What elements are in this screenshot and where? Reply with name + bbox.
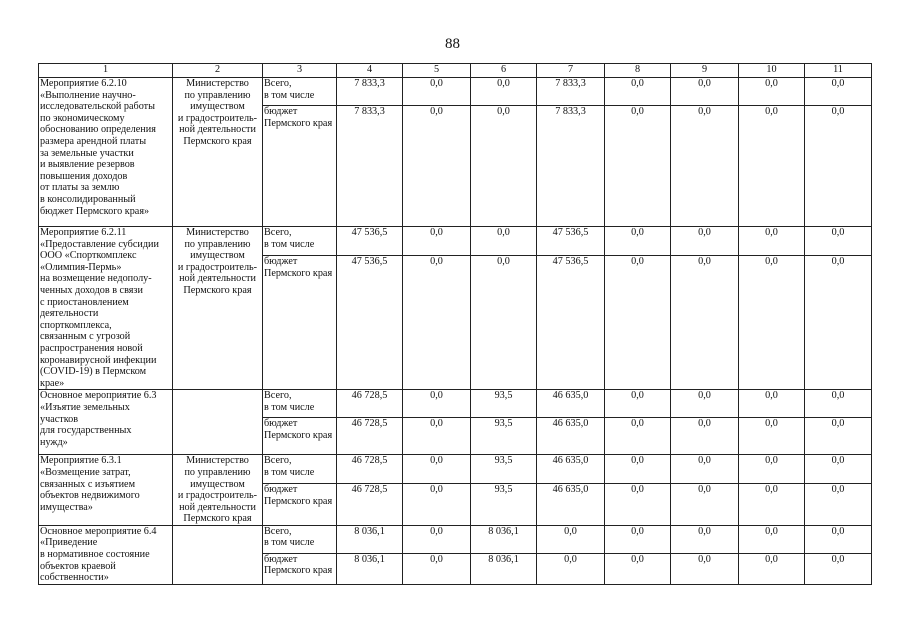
amount-cell: 0,0 — [471, 256, 537, 390]
column-header: 3 — [263, 64, 337, 78]
amount-cell: 47 536,5 — [337, 256, 403, 390]
amount-cell: 0,0 — [805, 483, 872, 525]
amount-cell: 7 833,3 — [537, 106, 605, 227]
funding-source-cell: Всего, в том числе — [263, 455, 337, 484]
amount-cell: 93,5 — [471, 418, 537, 455]
amount-cell: 0,0 — [671, 390, 739, 418]
funding-source-cell: бюджет Пермского края — [263, 106, 337, 227]
amount-cell: 0,0 — [739, 483, 805, 525]
amount-cell: 0,0 — [671, 553, 739, 584]
amount-cell: 47 536,5 — [537, 227, 605, 256]
amount-cell: 46 635,0 — [537, 418, 605, 455]
table-row — [39, 227, 872, 256]
column-header: 7 — [537, 64, 605, 78]
amount-cell: 0,0 — [739, 227, 805, 256]
amount-cell: 93,5 — [471, 455, 537, 484]
amount-cell: 0,0 — [671, 78, 739, 106]
amount-cell: 93,5 — [471, 483, 537, 525]
amount-cell: 0,0 — [403, 256, 471, 390]
table-row — [39, 455, 872, 484]
amount-cell: 0,0 — [605, 227, 671, 256]
executor-cell: Министерство по управлению имуществом и градостроитель- ной деятельности Пермского края — [173, 227, 263, 390]
page-number: 88 — [445, 36, 460, 52]
amount-cell: 0,0 — [739, 553, 805, 584]
amount-cell: 0,0 — [537, 553, 605, 584]
amount-cell: 0,0 — [805, 256, 872, 390]
amount-cell: 0,0 — [605, 78, 671, 106]
funding-source-cell: Всего, в том числе — [263, 227, 337, 256]
amount-cell: 0,0 — [805, 418, 872, 455]
amount-cell: 46 635,0 — [537, 483, 605, 525]
amount-cell: 0,0 — [671, 106, 739, 227]
amount-cell: 0,0 — [671, 455, 739, 484]
amount-cell: 46 728,5 — [337, 418, 403, 455]
amount-cell: 0,0 — [805, 106, 872, 227]
funding-source-cell: Всего, в том числе — [263, 390, 337, 418]
funding-source-cell: Всего, в том числе — [263, 78, 337, 106]
amount-cell: 0,0 — [403, 106, 471, 227]
amount-cell: 8 036,1 — [337, 553, 403, 584]
amount-cell: 46 728,5 — [337, 455, 403, 484]
amount-cell: 8 036,1 — [471, 553, 537, 584]
funding-source-cell: бюджет Пермского края — [263, 418, 337, 455]
amount-cell: 0,0 — [739, 418, 805, 455]
amount-cell: 0,0 — [605, 418, 671, 455]
amount-cell: 46 728,5 — [337, 390, 403, 418]
amount-cell: 0,0 — [671, 525, 739, 553]
amount-cell: 0,0 — [605, 455, 671, 484]
amount-cell: 0,0 — [805, 455, 872, 484]
amount-cell: 0,0 — [471, 106, 537, 227]
column-header: 8 — [605, 64, 671, 78]
amount-cell: 0,0 — [805, 525, 872, 553]
activity-name-cell: Мероприятие 6.2.11 «Предоставление субсидии ООО «Спорткомплекс «Олимпия-Пермь» на возмещение недополу- ченных доходов в связи с приостановлением деятельности спорткомплекса, связанным с угрозой распространения новой коронавирусной инфекции (COVID-19) в Пермском крае» — [39, 227, 173, 390]
funding-source-cell: бюджет Пермского края — [263, 553, 337, 584]
amount-cell: 7 833,3 — [537, 78, 605, 106]
executor-cell — [173, 525, 263, 584]
amount-cell: 46 635,0 — [537, 455, 605, 484]
funding-source-cell: бюджет Пермского края — [263, 256, 337, 390]
executor-cell: Министерство по управлению имуществом и градостроитель- ной деятельности Пермского края — [173, 78, 263, 227]
amount-cell: 0,0 — [671, 483, 739, 525]
amount-cell: 93,5 — [471, 390, 537, 418]
table-row — [39, 390, 872, 418]
table-body — [39, 78, 872, 585]
activity-name-cell: Основное мероприятие 6.3 «Изъятие земельных участков для государственных нужд» — [39, 390, 173, 455]
amount-cell: 7 833,3 — [337, 106, 403, 227]
amount-cell: 0,0 — [605, 525, 671, 553]
amount-cell: 0,0 — [471, 227, 537, 256]
column-header: 4 — [337, 64, 403, 78]
funding-source-cell: Всего, в том числе — [263, 525, 337, 553]
column-number-row — [39, 64, 872, 78]
program-budget-table — [38, 63, 872, 585]
amount-cell: 0,0 — [739, 256, 805, 390]
amount-cell: 0,0 — [471, 78, 537, 106]
amount-cell: 0,0 — [739, 78, 805, 106]
amount-cell: 8 036,1 — [337, 525, 403, 553]
amount-cell: 7 833,3 — [337, 78, 403, 106]
amount-cell: 0,0 — [671, 418, 739, 455]
table-row — [39, 78, 872, 106]
amount-cell: 0,0 — [739, 525, 805, 553]
amount-cell: 0,0 — [671, 256, 739, 390]
amount-cell: 0,0 — [739, 455, 805, 484]
amount-cell: 0,0 — [403, 418, 471, 455]
amount-cell: 0,0 — [605, 256, 671, 390]
column-header: 5 — [403, 64, 471, 78]
amount-cell: 0,0 — [805, 390, 872, 418]
table-row — [39, 525, 872, 553]
column-header: 1 — [39, 64, 173, 78]
amount-cell: 0,0 — [403, 78, 471, 106]
column-header: 10 — [739, 64, 805, 78]
amount-cell: 0,0 — [403, 483, 471, 525]
amount-cell: 0,0 — [605, 483, 671, 525]
activity-name-cell: Мероприятие 6.2.10 «Выполнение научно- исследовательской работы по экономическому обоснованию определения размера арендной платы за земельные участки и выявление резервов повышения доходов от платы за землю в консолидированный бюджет Пермского края» — [39, 78, 173, 227]
amount-cell: 0,0 — [605, 390, 671, 418]
column-header: 11 — [805, 64, 872, 78]
column-header: 2 — [173, 64, 263, 78]
amount-cell: 0,0 — [403, 390, 471, 418]
column-header: 9 — [671, 64, 739, 78]
amount-cell: 0,0 — [403, 227, 471, 256]
amount-cell: 0,0 — [403, 455, 471, 484]
amount-cell: 0,0 — [605, 553, 671, 584]
amount-cell: 46 728,5 — [337, 483, 403, 525]
amount-cell: 46 635,0 — [537, 390, 605, 418]
executor-cell: Министерство по управлению имуществом и градостроитель- ной деятельности Пермского края — [173, 455, 263, 526]
funding-source-cell: бюджет Пермского края — [263, 483, 337, 525]
amount-cell: 47 536,5 — [537, 256, 605, 390]
column-header: 6 — [471, 64, 537, 78]
amount-cell: 8 036,1 — [471, 525, 537, 553]
amount-cell: 0,0 — [805, 227, 872, 256]
executor-cell — [173, 390, 263, 455]
amount-cell: 0,0 — [403, 553, 471, 584]
amount-cell: 47 536,5 — [337, 227, 403, 256]
amount-cell: 0,0 — [805, 553, 872, 584]
amount-cell: 0,0 — [739, 390, 805, 418]
amount-cell: 0,0 — [671, 227, 739, 256]
amount-cell: 0,0 — [739, 106, 805, 227]
amount-cell: 0,0 — [805, 78, 872, 106]
activity-name-cell: Основное мероприятие 6.4 «Приведение в нормативное состояние объектов краевой собственности» — [39, 525, 173, 584]
amount-cell: 0,0 — [403, 525, 471, 553]
amount-cell: 0,0 — [537, 525, 605, 553]
amount-cell: 0,0 — [605, 106, 671, 227]
activity-name-cell: Мероприятие 6.3.1 «Возмещение затрат, связанных с изъятием объектов недвижимого имущества» — [39, 455, 173, 526]
